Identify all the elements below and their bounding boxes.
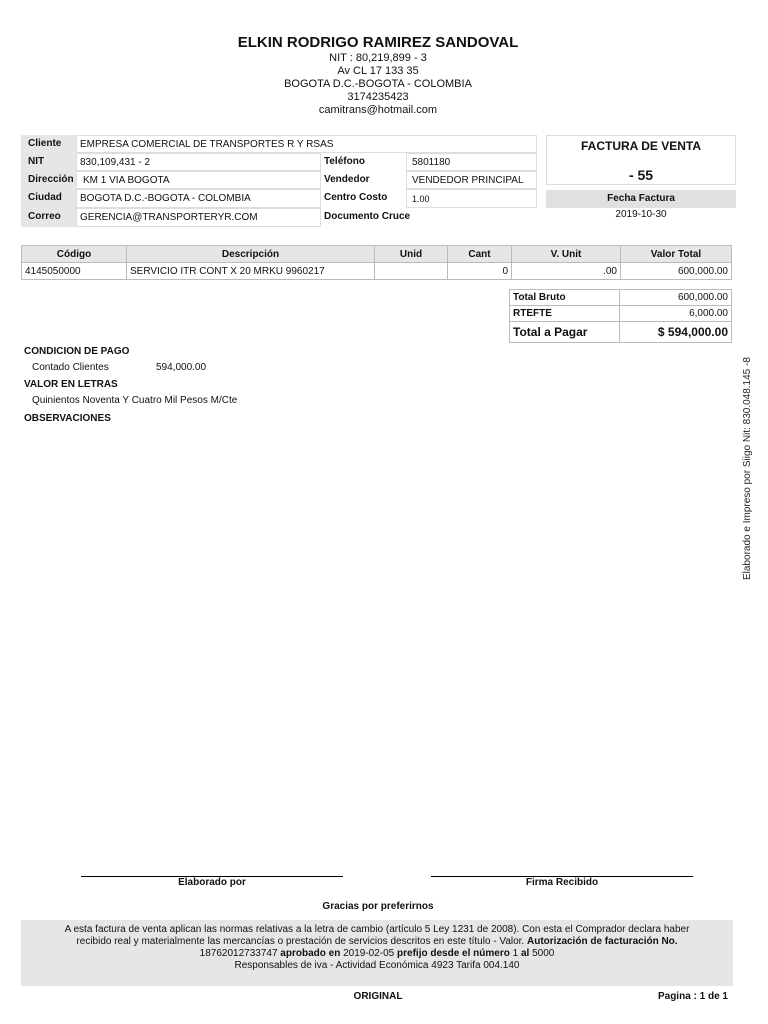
total-bruto-value: 600,000.00 [620, 290, 732, 306]
telefono-value: 5801180 [406, 153, 537, 171]
telefono-label: Teléfono [324, 156, 365, 167]
legal-aprobado-label: aprobado en [280, 948, 341, 959]
centro-costo-label: Centro Costo [324, 192, 388, 203]
legal-al-label: al [520, 948, 530, 959]
items-table [21, 245, 732, 280]
legal-desde: 1 [509, 948, 521, 959]
rtefte-value: 6,000.00 [620, 306, 732, 322]
valor-letras-value: Quinientos Noventa Y Cuatro Mil Pesos M/Cte [32, 395, 238, 406]
col-v-unit: V. Unit [512, 246, 621, 263]
invoice-title-box [546, 135, 736, 185]
legal-line-2-bold: Autorización de facturación No. [527, 936, 678, 947]
legal-date: 2019-02-05 [340, 948, 398, 959]
rtefte-label: RTEFTE [510, 306, 620, 322]
invoice-title: FACTURA DE VENTA [581, 139, 701, 153]
totals-row-bruto [510, 290, 732, 306]
correo-label: Correo [21, 208, 76, 227]
client-info-block [21, 135, 537, 227]
nit-label: NIT [21, 153, 76, 171]
page-number: Pagina : 1 de 1 [657, 991, 728, 1002]
firma-label: Firma Recibido [525, 877, 599, 888]
legal-line-2-text: recibido real y materialmente las mercancías o prestación de servicios descritos en este título - Valor. [76, 936, 527, 947]
thanks-text: Gracias por preferirnos [322, 901, 434, 912]
observaciones-title: OBSERVACIONES [24, 413, 111, 424]
legal-line-3 [21, 948, 733, 960]
legal-hasta: 5000 [529, 948, 555, 959]
legal-line-2 [21, 936, 733, 948]
direccion-value: KM 1 VIA BOGOTA [76, 171, 321, 189]
table-row [22, 263, 732, 280]
ciudad-value: BOGOTA D.C.-BOGOTA - COLOMBIA [76, 189, 321, 208]
centro-costo-value: 1.00 [406, 189, 537, 208]
legal-notice-box [21, 920, 733, 986]
totals-table [509, 289, 732, 343]
documento-cruce-label: Documento Cruce [324, 211, 411, 222]
direccion-label: Dirección [21, 171, 76, 189]
valor-letras-title: VALOR EN LETRAS [24, 379, 118, 390]
vendedor-label: Vendedor [324, 174, 370, 185]
col-unid: Unid [375, 246, 448, 263]
items-table-header [22, 246, 732, 263]
col-descripcion: Descripción [127, 246, 375, 263]
condicion-pago-item: Contado Clientes [32, 362, 109, 373]
elaborado-label: Elaborado por [178, 877, 246, 888]
cliente-value: EMPRESA COMERCIAL DE TRANSPORTES R Y RSAS [76, 135, 537, 153]
nit-value: 830,109,431 - 2 [76, 153, 321, 171]
col-cant: Cant [448, 246, 512, 263]
correo-value: GERENCIA@TRANSPORTERYR.COM [76, 208, 321, 227]
vendedor-value: VENDEDOR PRINCIPAL [406, 171, 537, 189]
total-pagar-value: $ 594,000.00 [620, 322, 732, 343]
company-name: ELKIN RODRIGO RAMIREZ SANDOVAL [237, 34, 519, 51]
invoice-number: - 55 [628, 167, 654, 183]
original-label: ORIGINAL [353, 991, 403, 1002]
ciudad-label: Ciudad [21, 189, 76, 208]
legal-prefijo-label: prefijo desde el número [397, 948, 510, 959]
company-phone: 3174235423 [347, 91, 409, 103]
legal-line-4: Responsables de iva - Actividad Económica 4923 Tarifa 004.140 [234, 960, 520, 971]
cliente-label: Cliente [21, 135, 76, 153]
invoice-date-label: Fecha Factura [546, 190, 736, 208]
totals-row-pagar [510, 322, 732, 343]
legal-line-1: A esta factura de venta aplican las normas relativas a la letra de cambio (artículo 5 Ley 1231 de 2008). Con esta el Comprador declara haber [64, 924, 690, 935]
col-valor-total: Valor Total [621, 246, 732, 263]
cell-codigo: 4145050000 [22, 263, 127, 280]
condicion-pago-amount: 594,000.00 [156, 362, 207, 373]
totals-row-rtefte [510, 306, 732, 322]
condicion-pago-title: CONDICION DE PAGO [24, 346, 130, 357]
legal-auth-number: 18762012733747 [199, 948, 281, 959]
col-codigo: Código [22, 246, 127, 263]
software-credit: Elaborado e Impreso por Siigo Nit: 830.048.145 -8 [742, 357, 753, 580]
cell-descripcion: SERVICIO ITR CONT X 20 MRKU 9960217 [127, 263, 375, 280]
company-city: BOGOTA D.C.-BOGOTA - COLOMBIA [284, 78, 472, 90]
total-pagar-label: Total a Pagar [510, 322, 620, 343]
cell-valor-total: 600,000.00 [621, 263, 732, 280]
invoice-date-value: 2019-10-30 [615, 209, 667, 220]
total-bruto-label: Total Bruto [510, 290, 620, 306]
cell-unid [375, 263, 448, 280]
company-email: camitrans@hotmail.com [318, 104, 438, 116]
company-nit: NIT : 80,219,899 - 3 [329, 52, 427, 64]
company-address: Av CL 17 133 35 [337, 65, 419, 77]
cell-cant: 0 [448, 263, 512, 280]
cell-v-unit: .00 [512, 263, 621, 280]
